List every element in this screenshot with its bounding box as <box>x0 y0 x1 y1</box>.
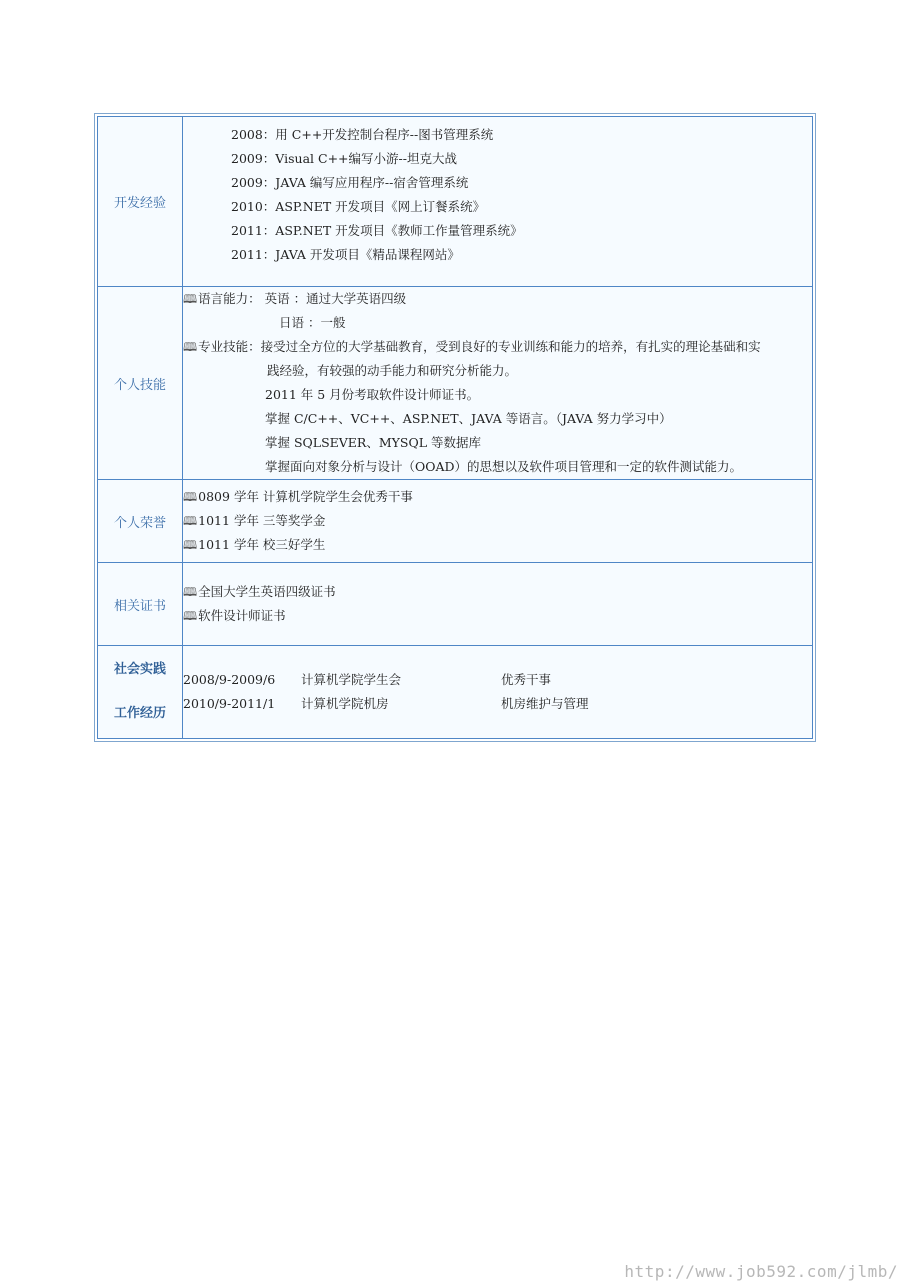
practice-period: 2010/9-2011/1 <box>183 696 276 711</box>
practice-organization: 计算机学院学生会 <box>301 672 402 687</box>
practice-entry <box>183 692 812 716</box>
resume-table <box>97 116 813 739</box>
language-skill-line-2: 日语 ：一般 <box>279 315 346 330</box>
experience-item: 2011：ASP.NET 开发项目《教师工作量管理系统》 <box>231 222 523 238</box>
experience-item: 2008：用 C++开发控制台程序--图书管理系统 <box>231 126 494 142</box>
honors-row <box>98 480 813 563</box>
certificates-content <box>183 563 813 646</box>
practice-label-line-2: 工作经历 <box>113 706 166 721</box>
certificates-row <box>98 563 813 646</box>
honor-text: 1011 学年 校三好学生 <box>198 537 326 552</box>
practice-entry <box>183 668 812 692</box>
skills-row <box>98 287 813 480</box>
certificate-item <box>183 580 812 604</box>
practice-row <box>98 646 813 739</box>
practice-role: 机房维护与管理 <box>501 696 589 711</box>
honor-item <box>183 509 812 533</box>
skills-label: 个人技能 <box>98 287 183 480</box>
practice-organization: 计算机学院机房 <box>301 696 389 711</box>
skill-item: 掌握 C/C++、VC++、ASP.NET、JAVA 等语言。（JAVA 努力学习中） <box>265 411 672 426</box>
book-icon: 🕮 <box>183 292 198 306</box>
experience-label: 开发经验 <box>98 117 183 287</box>
experience-item: 2009：JAVA 编写应用程序--宿舍管理系统 <box>231 174 469 190</box>
practice-label <box>98 646 183 739</box>
resume-frame <box>94 113 816 742</box>
skill-item: 掌握 SQLSEVER、MYSQL 等数据库 <box>265 435 481 450</box>
honors-content <box>183 480 813 563</box>
book-icon: 🕮 <box>183 609 198 623</box>
skills-content <box>183 287 813 480</box>
professional-skill-text: 专业技能：接受过全方位的大学基础教育，受到良好的专业训练和能力的培养，有扎实的理论基础和实 <box>198 339 761 354</box>
experience-item: 2009：Visual C++编写小游--坦克大战 <box>231 150 457 166</box>
practice-content <box>183 646 813 739</box>
skill-item: 2011 年 5 月份考取软件设计师证书。 <box>265 387 480 402</box>
book-icon: 🕮 <box>183 585 198 599</box>
honors-label: 个人荣誉 <box>98 480 183 563</box>
language-skill-line <box>183 287 812 311</box>
experience-row <box>98 117 813 287</box>
honor-text: 0809 学年 计算机学院学生会优秀干事 <box>198 489 413 504</box>
professional-skill-line <box>183 335 812 359</box>
honor-text: 1011 学年 三等奖学金 <box>198 513 326 528</box>
professional-skill-line-2: 践经验，有较强的动手能力和研究分析能力。 <box>267 363 518 378</box>
book-icon: 🕮 <box>183 340 198 354</box>
practice-role: 优秀干事 <box>501 672 552 687</box>
experience-item: 2011：JAVA 开发项目《精品课程网站》 <box>231 246 460 262</box>
certificate-text: 全国大学生英语四级证书 <box>198 584 336 599</box>
practice-period: 2008/9-2009/6 <box>183 672 276 687</box>
certificate-text: 软件设计师证书 <box>198 608 286 623</box>
watermark-url: http://www.job592.com/jlmb/ <box>624 1262 898 1281</box>
honor-item <box>183 485 812 509</box>
book-icon: 🕮 <box>183 514 198 528</box>
experience-content <box>183 117 813 287</box>
language-skill-text: 语言能力： 英语 ：通过大学英语四级 <box>198 291 407 306</box>
skill-item: 掌握面向对象分析与设计（OOAD）的思想以及软件项目管理和一定的软件测试能力。 <box>265 459 743 474</box>
book-icon: 🕮 <box>183 538 198 552</box>
certificate-item <box>183 604 812 628</box>
honor-item <box>183 533 812 557</box>
practice-label-line-1: 社会实践 <box>113 662 166 677</box>
experience-item: 2010：ASP.NET 开发项目《网上订餐系统》 <box>231 198 486 214</box>
book-icon: 🕮 <box>183 490 198 504</box>
certificates-label: 相关证书 <box>98 563 183 646</box>
